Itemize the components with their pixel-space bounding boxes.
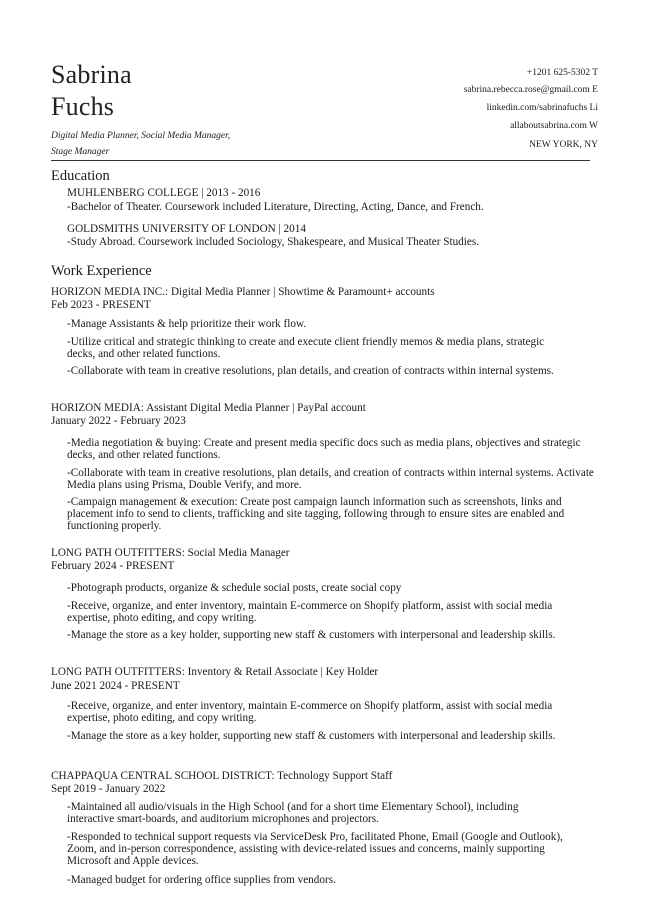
job-dates: Feb 2023 - PRESENT — [51, 299, 151, 311]
job-title: LONG PATH OUTFITTERS: Social Media Manager — [51, 547, 290, 559]
subtitle-line-2: Stage Manager — [51, 147, 110, 157]
name-last: Fuchs — [51, 92, 115, 121]
job-bullet: -Manage Assistants & help prioritize their work flow. — [67, 318, 307, 330]
job-dates: January 2022 - February 2023 — [51, 415, 186, 427]
subtitle-line-1: Digital Media Planner, Social Media Manager, — [51, 131, 231, 141]
contact-email: sabrina.rebecca.rose@gmail.com E — [463, 85, 598, 95]
contact-phone: +1201 625-5302 T — [526, 68, 598, 78]
job-bullet: -Utilize critical and strategic thinking to create and execute client friendly memos & media plans, strategic decks, and other related functions. — [67, 336, 545, 361]
education-entry-title: GOLDSMITHS UNIVERSITY OF LONDON | 2014 — [67, 223, 306, 235]
contact-location: NEW YORK, NY — [529, 140, 598, 150]
job-bullet: -Collaborate with team in creative resolutions, plan details, and creation of contracts within internal systems. Activate Media plans using Prisma, Double Verify, and more. — [67, 467, 594, 492]
name-first: Sabrina — [51, 60, 132, 89]
education-entry-title: MUHLENBERG COLLEGE | 2013 - 2016 — [67, 187, 261, 199]
job-bullet: -Collaborate with team in creative resolutions, plan details, and creation of contracts within internal systems. — [67, 365, 554, 377]
header-divider — [51, 160, 590, 161]
job-bullet: -Campaign management & execution: Create post campaign launch information such as screenshots, links and placement info to send to clients, trafficking and site tagging, following through to ensure sites are enabled and functioning properly. — [67, 496, 565, 533]
job-bullet: -Receive, organize, and enter inventory, maintain E-commerce on Shopify platform, assist with social media expertise, photo editing, and copy writing. — [67, 600, 553, 625]
job-dates: February 2024 - PRESENT — [51, 560, 175, 572]
job-title: HORIZON MEDIA: Assistant Digital Media Planner | PayPal account — [51, 402, 366, 414]
job-bullet: -Maintained all audio/visuals in the High School (and for a short time Elementary School), including interactive smart-boards, and auditorium microphones and projectors. — [67, 801, 519, 826]
job-bullet: -Manage the store as a key holder, supporting new staff & customers with interpersonal and leadership skills. — [67, 629, 556, 641]
job-dates: Sept 2019 - January 2022 — [51, 783, 166, 795]
job-title: HORIZON MEDIA INC.: Digital Media Planner | Showtime & Paramount+ accounts — [51, 286, 435, 298]
education-heading: Education — [51, 168, 110, 184]
job-bullet: -Photograph products, organize & schedule social posts, create social copy — [67, 582, 402, 594]
job-bullet: -Responded to technical support requests via ServiceDesk Pro, facilitated Phone, Email (Google and Outlook), Zoom, and in-person correspondence, assisting with device-related issues and concerns, mainly supporting Microsoft and Apple devices. — [67, 831, 563, 868]
job-bullet: -Manage the store as a key holder, supporting new staff & customers with interpersonal and leadership skills. — [67, 730, 556, 742]
contact-linkedin: linkedin.com/sabrinafuchs Li — [486, 103, 598, 113]
job-bullet: -Managed budget for ordering office supplies from vendors. — [67, 874, 336, 886]
work-heading: Work Experience — [51, 263, 152, 279]
contact-website: allaboutsabrina.com W — [510, 121, 598, 131]
job-bullet: -Receive, organize, and enter inventory, maintain E-commerce on Shopify platform, assist with social media expertise, photo editing, and copy writing. — [67, 700, 553, 725]
job-title: CHAPPAQUA CENTRAL SCHOOL DISTRICT: Technology Support Staff — [51, 770, 393, 782]
education-entry-detail: -Bachelor of Theater. Coursework included Literature, Directing, Acting, Dance, and French. — [67, 201, 484, 213]
job-bullet: -Media negotiation & buying: Create and present media specific docs such as media plans, objectives and strategic decks, and other related functions. — [67, 437, 581, 462]
job-title: LONG PATH OUTFITTERS: Inventory & Retail Associate | Key Holder — [51, 666, 379, 678]
job-dates: June 2021 2024 - PRESENT — [51, 680, 180, 692]
education-entry-detail: -Study Abroad. Coursework included Sociology, Shakespeare, and Musical Theater Studies. — [67, 236, 479, 248]
